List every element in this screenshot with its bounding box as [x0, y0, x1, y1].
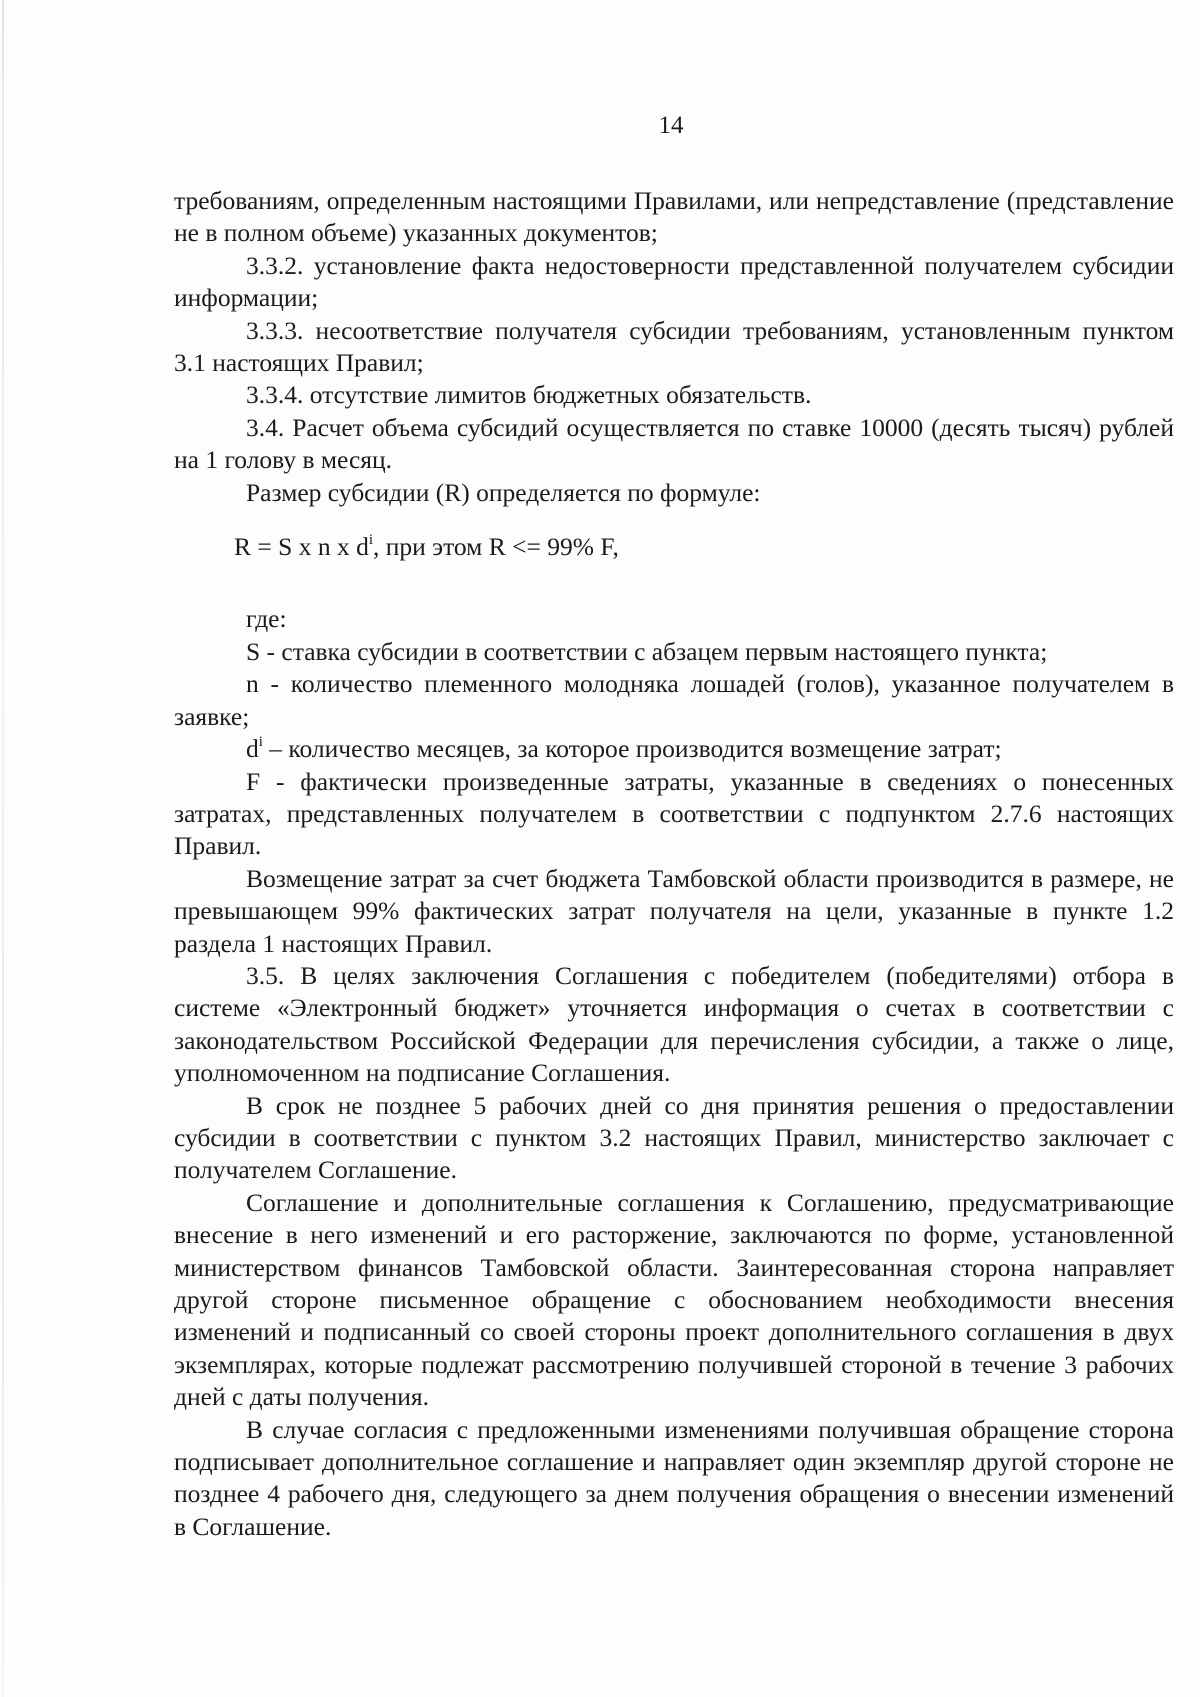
- definition-s: S - ставка субсидии в соответствии с абзацем первым настоящего пункта;: [246, 636, 1048, 666]
- paragraph-additional-agreements: Соглашение и дополнительные соглашения к Соглашению, предусматривающие внесение в него изменений и его расторжение, заключаются по форме, установленной министерством финансов Тамбовской области. Заинтересованная сторона направляет другой стороне письменное обращение с обоснованием необходимости внесения изменений и подписанный со своей стороны проект дополнительного соглашения в двух экземплярах, которые подлежат рассмотрению получившей стороной в течение 3 рабочих дней с даты получения.: [174, 1187, 1174, 1412]
- definition-d-text: – количество месяцев, за которое производится возмещение затрат;: [262, 734, 1002, 764]
- subsidy-formula: [174, 531, 1174, 563]
- definition-d-letter: d: [246, 734, 259, 764]
- definition-n: n - количество племенного молодняка лошадей (голов), указанное получателем в заявке;: [174, 669, 1174, 731]
- definition-d-superscript: i: [258, 734, 263, 751]
- paragraph-formula-intro: Размер субсидии (R) определяется по формуле:: [246, 477, 761, 507]
- paragraph-reimbursement: Возмещение затрат за счет бюджета Тамбовской области производится в размере, не превышающем 99% фактических затрат получателя на цели, указанные в пункте 1.2 раздела 1 настоящих Правил.: [174, 863, 1174, 958]
- page-number: 14: [658, 112, 684, 139]
- paragraph-3-3-3: 3.3.3. несоответствие получателя субсидии требованиям, установленным пунктом 3.1 настоящих Правил;: [174, 315, 1174, 378]
- formula-superscript: i: [368, 532, 373, 549]
- paragraph-agreement-deadline: В срок не позднее 5 рабочих дней со дня принятия решения о предоставлении субсидии в соответствии с пунктом 3.2 настоящих Правил, министерство заключает с получателем Соглашение.: [174, 1090, 1174, 1185]
- paragraph-3-3-4: 3.3.4. отсутствие лимитов бюджетных обязательств.: [246, 380, 812, 410]
- definition-d: [174, 733, 1174, 765]
- paragraph-3-4: 3.4. Расчет объема субсидий осуществляется по ставке 10000 (десять тысяч) рублей на 1 голову в месяц.: [174, 412, 1174, 475]
- formula-main: R = S x n x d: [234, 532, 369, 562]
- definition-f: F - фактически произведенные затраты, указанные в сведениях о понесенных затратах, представленных получателем в соответствии с подпунктом 2.7.6 настоящих Правил.: [174, 766, 1174, 861]
- formula-condition: , при этом R <= 99% F,: [373, 532, 619, 562]
- definitions-where: где:: [246, 604, 287, 634]
- paragraph-3-3-2: 3.3.2. установление факта недостоверности представленной получателем субсидии информации;: [174, 250, 1174, 313]
- paragraph-consent: В случае согласия с предложенными изменениями получившая обращение сторона подписывает дополнительное соглашение и направляет один экземпляр другой стороне не позднее 4 рабочего дня, следующего за днем получения обращения о внесении изменений в Соглашение.: [174, 1414, 1174, 1541]
- paragraph-3-5: 3.5. В целях заключения Соглашения с победителем (победителями) отбора в системе «Электронный бюджет» уточняется информация о счетах в соответствии с законодательством Российской Федерации для перечисления субсидии, а также о лице, уполномоченном на подписание Соглашения.: [174, 960, 1174, 1088]
- document-body: [174, 185, 1174, 1543]
- paragraph-continuation: требованиям, определенным настоящими Правилами, или непредставление (представление не в полном объеме) указанных документов;: [174, 186, 1174, 248]
- scan-edge: [2, 0, 4, 1697]
